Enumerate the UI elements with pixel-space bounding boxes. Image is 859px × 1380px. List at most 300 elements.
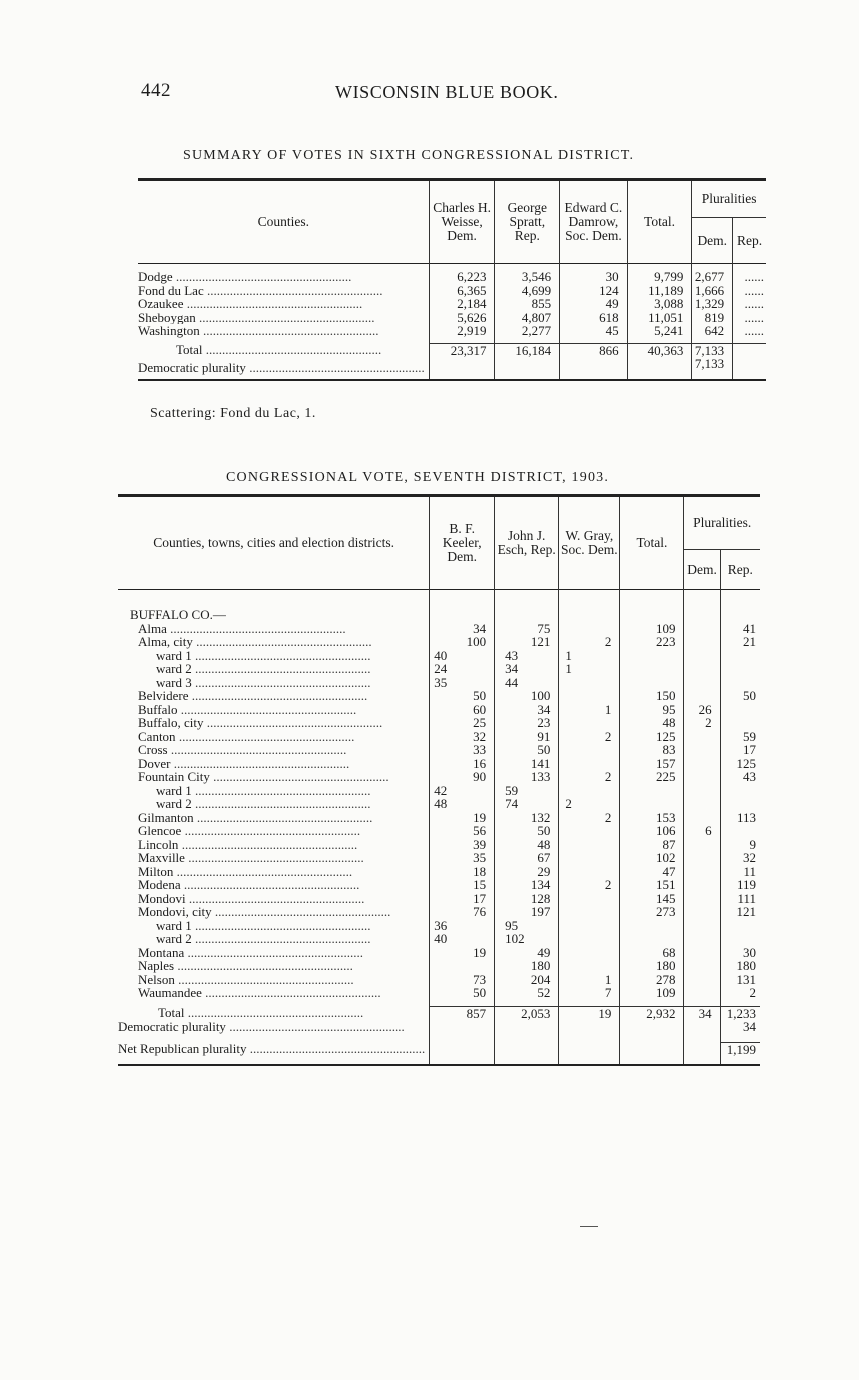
dem-plurality [684, 959, 720, 973]
esch-votes [495, 649, 559, 663]
row-label [118, 730, 430, 744]
keeler-votes [430, 932, 495, 946]
keeler-votes [430, 743, 495, 757]
gray-votes [559, 892, 620, 906]
rep-plurality: ...... [733, 284, 766, 298]
district-name: ward 1 ..... [156, 784, 371, 798]
empty-cell [620, 608, 684, 622]
esch-district-votes: 180 [530, 958, 551, 973]
keeler-ward-votes: 24 [434, 661, 448, 676]
leader-cell [495, 1042, 559, 1065]
gray-votes [559, 676, 620, 690]
leader-cell [430, 1042, 495, 1065]
row-label [118, 1006, 430, 1020]
weisse-votes: 6,223 [429, 270, 495, 284]
keeler-votes [430, 838, 495, 852]
keeler-district-votes: 16 [473, 755, 487, 771]
row-label [118, 824, 430, 838]
keeler-votes [430, 689, 495, 703]
row-label [118, 1042, 430, 1065]
district-name: ward 1 ..... [156, 919, 371, 933]
total-votes: 106 [620, 824, 684, 838]
table-row [118, 770, 760, 784]
table-row [118, 703, 760, 717]
rep-plurality: 30 [720, 946, 760, 960]
esch-district-votes: 91 [537, 728, 551, 744]
keeler-votes [430, 919, 495, 933]
spratt-votes: 3,546 [495, 270, 560, 284]
district-name: Canton ..... [138, 730, 354, 744]
plurality-row [138, 357, 766, 380]
esch-votes [495, 716, 559, 730]
dem-plurality [684, 797, 720, 811]
esch-district-votes: 134 [530, 877, 551, 892]
total-votes: 145 [620, 892, 684, 906]
table-row [118, 892, 760, 906]
gray-votes [559, 851, 620, 865]
keeler-district-votes: 17 [473, 890, 487, 906]
district-name: Gilmanton ..... [138, 811, 372, 825]
total-votes: 157 [620, 757, 684, 771]
weisse-total: 23,317 [429, 343, 495, 357]
keeler-ward-votes: 40 [434, 931, 448, 946]
gray-votes [559, 959, 620, 973]
county-name: Washington ..... [138, 324, 379, 338]
rep-plurality: 43 [720, 770, 760, 784]
gray-votes: 2 [559, 878, 620, 892]
total-votes [620, 932, 684, 946]
t1-header-plur-rep: Rep. [733, 218, 766, 264]
esch-votes [495, 824, 559, 838]
keeler-votes [430, 649, 495, 663]
district-name: Maxville ..... [138, 851, 364, 865]
table1-title: SUMMARY OF VOTES IN SIXTH CONGRESSIONAL DISTRICT. [183, 148, 635, 163]
row-label [118, 757, 430, 771]
esch-district-votes: 75 [537, 620, 551, 636]
district-name: Mondovi ..... [138, 892, 364, 906]
esch-ward-votes: 34 [505, 661, 519, 676]
gray-votes: 2 [559, 797, 620, 811]
keeler-votes [430, 959, 495, 973]
table-row [138, 311, 766, 325]
grand-total: 2,932 [620, 1006, 684, 1020]
district-name: Cross ..... [138, 743, 346, 757]
district-name: Buffalo ..... [138, 703, 356, 717]
spacer-cell [684, 590, 720, 609]
row-label [118, 838, 430, 852]
spacer-cell [620, 1034, 684, 1043]
rep-plurality: 119 [720, 878, 760, 892]
spacer-cell [430, 1034, 495, 1043]
spratt-votes: 2,277 [495, 324, 560, 338]
row-label [138, 357, 429, 380]
leader-cell [684, 1020, 720, 1034]
gray-votes: 1 [559, 662, 620, 676]
rep-plurality: 131 [720, 973, 760, 987]
county-name: Dodge ..... [138, 270, 351, 284]
esch-district-votes: 132 [530, 809, 551, 825]
table-row [118, 730, 760, 744]
esch-votes [495, 757, 559, 771]
rep-plurality [720, 919, 760, 933]
table-row [118, 905, 760, 919]
row-label [118, 946, 430, 960]
county-name: Fond du Lac ..... [138, 284, 382, 298]
esch-ward-votes: 74 [505, 796, 519, 811]
rep-plurality: ...... [733, 311, 766, 325]
dem-plurality [684, 973, 720, 987]
row-label [118, 676, 430, 690]
row-label [138, 297, 429, 311]
dem-plurality-row [118, 1020, 760, 1034]
keeler-votes [430, 878, 495, 892]
spratt-total: 16,184 [495, 343, 560, 357]
esch-votes [495, 905, 559, 919]
esch-total: 2,053 [495, 1006, 559, 1020]
gray-votes [559, 932, 620, 946]
weisse-votes: 6,365 [429, 284, 495, 298]
table-row [118, 784, 760, 798]
esch-votes [495, 892, 559, 906]
keeler-district-votes: 19 [473, 809, 487, 825]
keeler-votes [430, 662, 495, 676]
district-name: ward 3 ..... [156, 676, 371, 690]
empty-cell [559, 608, 620, 622]
damrow-votes: 618 [560, 311, 627, 325]
spacer-cell [430, 590, 495, 609]
keeler-votes [430, 973, 495, 987]
keeler-district-votes: 34 [473, 620, 487, 636]
t2-header-total: Total. [620, 496, 684, 590]
dem-plurality [684, 730, 720, 744]
keeler-ward-votes: 42 [434, 782, 448, 798]
spacer-cell [720, 1034, 760, 1043]
gray-votes: 7 [559, 986, 620, 1000]
district-name: Fountain City ..... [138, 770, 389, 784]
dem-plurality-offset: 34 [720, 1020, 760, 1034]
district-name: ward 1 ..... [156, 649, 371, 663]
dem-plurality: 1,329 [692, 297, 733, 311]
gray-votes [559, 865, 620, 879]
leader-cell [627, 357, 692, 380]
esch-ward-votes: 59 [505, 782, 519, 798]
dem-plurality: 2 [684, 716, 720, 730]
district-name: Mondovi, city ..... [138, 905, 390, 919]
table-row [118, 797, 760, 811]
weisse-votes: 2,184 [429, 297, 495, 311]
keeler-votes [430, 757, 495, 771]
rep-plurality: 41 [720, 622, 760, 636]
esch-district-votes: 121 [530, 634, 551, 649]
damrow-votes: 30 [560, 270, 627, 284]
esch-votes [495, 932, 559, 946]
keeler-district-votes: 100 [466, 634, 487, 649]
t1-header-spratt: George Spratt, Rep. [495, 180, 560, 264]
esch-votes [495, 622, 559, 636]
rep-plurality: ...... [733, 297, 766, 311]
total-votes: 48 [620, 716, 684, 730]
row-label [118, 959, 430, 973]
esch-district-votes: 50 [537, 823, 551, 838]
page-mark [580, 1226, 598, 1227]
total-votes: 153 [620, 811, 684, 825]
total-votes: 102 [620, 851, 684, 865]
gray-votes: 1 [559, 649, 620, 663]
page-running-title: WISCONSIN BLUE BOOK. [335, 82, 559, 102]
total-votes: 11,189 [627, 284, 692, 298]
total-votes: 5,241 [627, 324, 692, 338]
table-row [118, 973, 760, 987]
dem-plurality: 6 [684, 824, 720, 838]
empty-cell [430, 608, 495, 622]
keeler-district-votes: 32 [473, 728, 487, 744]
row-label [118, 932, 430, 946]
dem-plurality [684, 892, 720, 906]
esch-votes [495, 635, 559, 649]
leader-cell [429, 357, 495, 380]
table-row [118, 676, 760, 690]
keeler-district-votes: 19 [473, 944, 487, 960]
total-row [118, 1006, 760, 1020]
row-label [118, 784, 430, 798]
rep-plurality: 121 [720, 905, 760, 919]
empty-cell [720, 608, 760, 622]
spacer-cell [559, 590, 620, 609]
esch-district-votes: 52 [537, 985, 551, 1000]
gray-votes: 2 [559, 635, 620, 649]
rep-plurality [720, 662, 760, 676]
esch-votes [495, 986, 559, 1000]
dem-plurality [684, 770, 720, 784]
dem-plurality-total: 7,133 [692, 343, 733, 357]
table-row [118, 757, 760, 771]
keeler-votes [430, 635, 495, 649]
gray-total: 19 [559, 1006, 620, 1020]
t1-header-total: Total. [627, 180, 692, 264]
rep-plurality: 9 [720, 838, 760, 852]
keeler-district-votes: 35 [473, 850, 487, 865]
rep-plurality: ...... [733, 324, 766, 338]
esch-district-votes: 49 [537, 944, 551, 960]
keeler-votes [430, 905, 495, 919]
district-name: ward 2 ..... [156, 932, 371, 946]
rep-plurality: 113 [720, 811, 760, 825]
total-votes [620, 676, 684, 690]
leader-cell [559, 1020, 620, 1034]
rep-plurality: 17 [720, 743, 760, 757]
esch-votes [495, 770, 559, 784]
total-votes: 11,051 [627, 311, 692, 325]
dem-plurality [684, 851, 720, 865]
row-label [118, 797, 430, 811]
gray-votes [559, 757, 620, 771]
district-name: Nelson ..... [138, 973, 354, 987]
gray-votes [559, 716, 620, 730]
total-label: Total ..... [176, 343, 381, 357]
damrow-votes: 49 [560, 297, 627, 311]
gray-votes [559, 838, 620, 852]
net-rep-plurality-label: Net Republican plurality ..... [118, 1042, 425, 1056]
damrow-votes: 45 [560, 324, 627, 338]
table-row [118, 622, 760, 636]
keeler-district-votes: 56 [473, 823, 487, 838]
weisse-votes: 5,626 [429, 311, 495, 325]
table-row [118, 946, 760, 960]
district-name: Waumandee ..... [138, 986, 381, 1000]
keeler-votes [430, 797, 495, 811]
keeler-district-votes: 90 [473, 769, 487, 784]
row-label [118, 892, 430, 906]
grand-total: 40,363 [627, 343, 692, 357]
rep-plurality [720, 703, 760, 717]
gray-votes: 2 [559, 811, 620, 825]
dem-plurality: 1,666 [692, 284, 733, 298]
dem-plurality [684, 838, 720, 852]
row-label [118, 635, 430, 649]
keeler-district-votes: 15 [473, 877, 487, 892]
gray-votes: 2 [559, 730, 620, 744]
dem-plurality-value: 7,133 [692, 357, 733, 380]
table-row [118, 959, 760, 973]
esch-votes [495, 662, 559, 676]
keeler-votes [430, 946, 495, 960]
scattering-note: Scattering: Fond du Lac, 1. [150, 406, 316, 421]
esch-votes [495, 689, 559, 703]
esch-ward-votes: 44 [505, 674, 519, 690]
t2-header-counties: Counties, towns, cities and election districts. [153, 535, 394, 550]
leader-cell [620, 1042, 684, 1065]
esch-district-votes: 50 [537, 742, 551, 757]
esch-votes [495, 676, 559, 690]
dem-plurality: 26 [684, 703, 720, 717]
esch-district-votes: 67 [537, 850, 551, 865]
row-label [138, 311, 429, 325]
spacer-cell [620, 590, 684, 609]
esch-district-votes: 197 [530, 904, 551, 919]
table-row [138, 270, 766, 284]
table-row [138, 324, 766, 338]
esch-votes [495, 784, 559, 798]
district-name: Milton ..... [138, 865, 352, 879]
keeler-ward-votes: 36 [434, 917, 448, 933]
table-row [138, 284, 766, 298]
keeler-votes [430, 865, 495, 879]
row-label [118, 865, 430, 879]
keeler-votes [430, 703, 495, 717]
esch-votes [495, 973, 559, 987]
district-name: Montana ..... [138, 946, 363, 960]
district-name: ward 2 ..... [156, 797, 371, 811]
total-votes: 68 [620, 946, 684, 960]
keeler-votes [430, 986, 495, 1000]
total-votes [620, 662, 684, 676]
keeler-district-votes: 73 [473, 971, 487, 987]
keeler-district-votes: 33 [473, 742, 487, 757]
rep-plurality: 11 [720, 865, 760, 879]
esch-votes [495, 838, 559, 852]
table-row [118, 838, 760, 852]
total-votes: 87 [620, 838, 684, 852]
plurality-label: Democratic plurality ..... [138, 360, 425, 375]
rep-plurality [720, 784, 760, 798]
empty-cell [733, 357, 766, 380]
spratt-votes: 4,699 [495, 284, 560, 298]
district-name: Glencoe ..... [138, 824, 360, 838]
district-name: Dover ..... [138, 757, 349, 771]
t2-header-plur-rep: Rep. [720, 550, 760, 590]
dem-plurality [684, 676, 720, 690]
row-label [118, 622, 430, 636]
seventh-district-table [118, 494, 760, 1066]
dem-plurality [684, 757, 720, 771]
table-row [118, 824, 760, 838]
gray-votes [559, 905, 620, 919]
leader-cell [495, 1020, 559, 1034]
keeler-ward-votes: 40 [434, 647, 448, 663]
t1-header-counties: Counties. [257, 214, 310, 229]
table-row [118, 716, 760, 730]
t1-header-damrow: Edward C. Damrow, Soc. Dem. [560, 180, 627, 264]
table-row [118, 743, 760, 757]
esch-district-votes: 23 [537, 715, 551, 730]
dem-plurality [684, 689, 720, 703]
spacer-cell [684, 1034, 720, 1043]
empty-cell [684, 608, 720, 622]
row-label [138, 284, 429, 298]
gray-votes [559, 743, 620, 757]
t2-header-keeler: B. F. Keeler, Dem. [430, 496, 495, 590]
esch-district-votes: 204 [530, 971, 551, 987]
table2-title: CONGRESSIONAL VOTE, SEVENTH DISTRICT, 1903. [226, 470, 610, 485]
leader-cell [495, 357, 560, 380]
keeler-votes [430, 770, 495, 784]
esch-district-votes: 141 [530, 755, 551, 771]
rep-plurality: 2 [720, 986, 760, 1000]
table-row [118, 635, 760, 649]
esch-votes [495, 878, 559, 892]
keeler-votes [430, 784, 495, 798]
keeler-ward-votes: 48 [434, 796, 448, 811]
dem-plurality: 2,677 [692, 270, 733, 284]
dem-plurality [684, 878, 720, 892]
total-votes: 225 [620, 770, 684, 784]
dem-plurality [684, 649, 720, 663]
empty-cell [495, 608, 559, 622]
row-label [118, 770, 430, 784]
gray-votes: 2 [559, 770, 620, 784]
total-votes: 151 [620, 878, 684, 892]
rep-plurality: 21 [720, 635, 760, 649]
keeler-district-votes: 25 [473, 715, 487, 730]
rep-plurality: 180 [720, 959, 760, 973]
table-row [118, 689, 760, 703]
weisse-votes: 2,919 [429, 324, 495, 338]
county-name: Sheboygan ..... [138, 311, 375, 325]
rep-plurality: ...... [733, 270, 766, 284]
row-label [138, 270, 429, 284]
leader-cell [430, 1020, 495, 1034]
table-row [118, 649, 760, 663]
keeler-votes [430, 730, 495, 744]
row-label [118, 662, 430, 676]
rep-plurality [720, 649, 760, 663]
total-label: Total ..... [158, 1006, 363, 1020]
table-row [118, 878, 760, 892]
rep-plurality: 125 [720, 757, 760, 771]
total-votes: 150 [620, 689, 684, 703]
table-row [118, 851, 760, 865]
gray-votes [559, 689, 620, 703]
